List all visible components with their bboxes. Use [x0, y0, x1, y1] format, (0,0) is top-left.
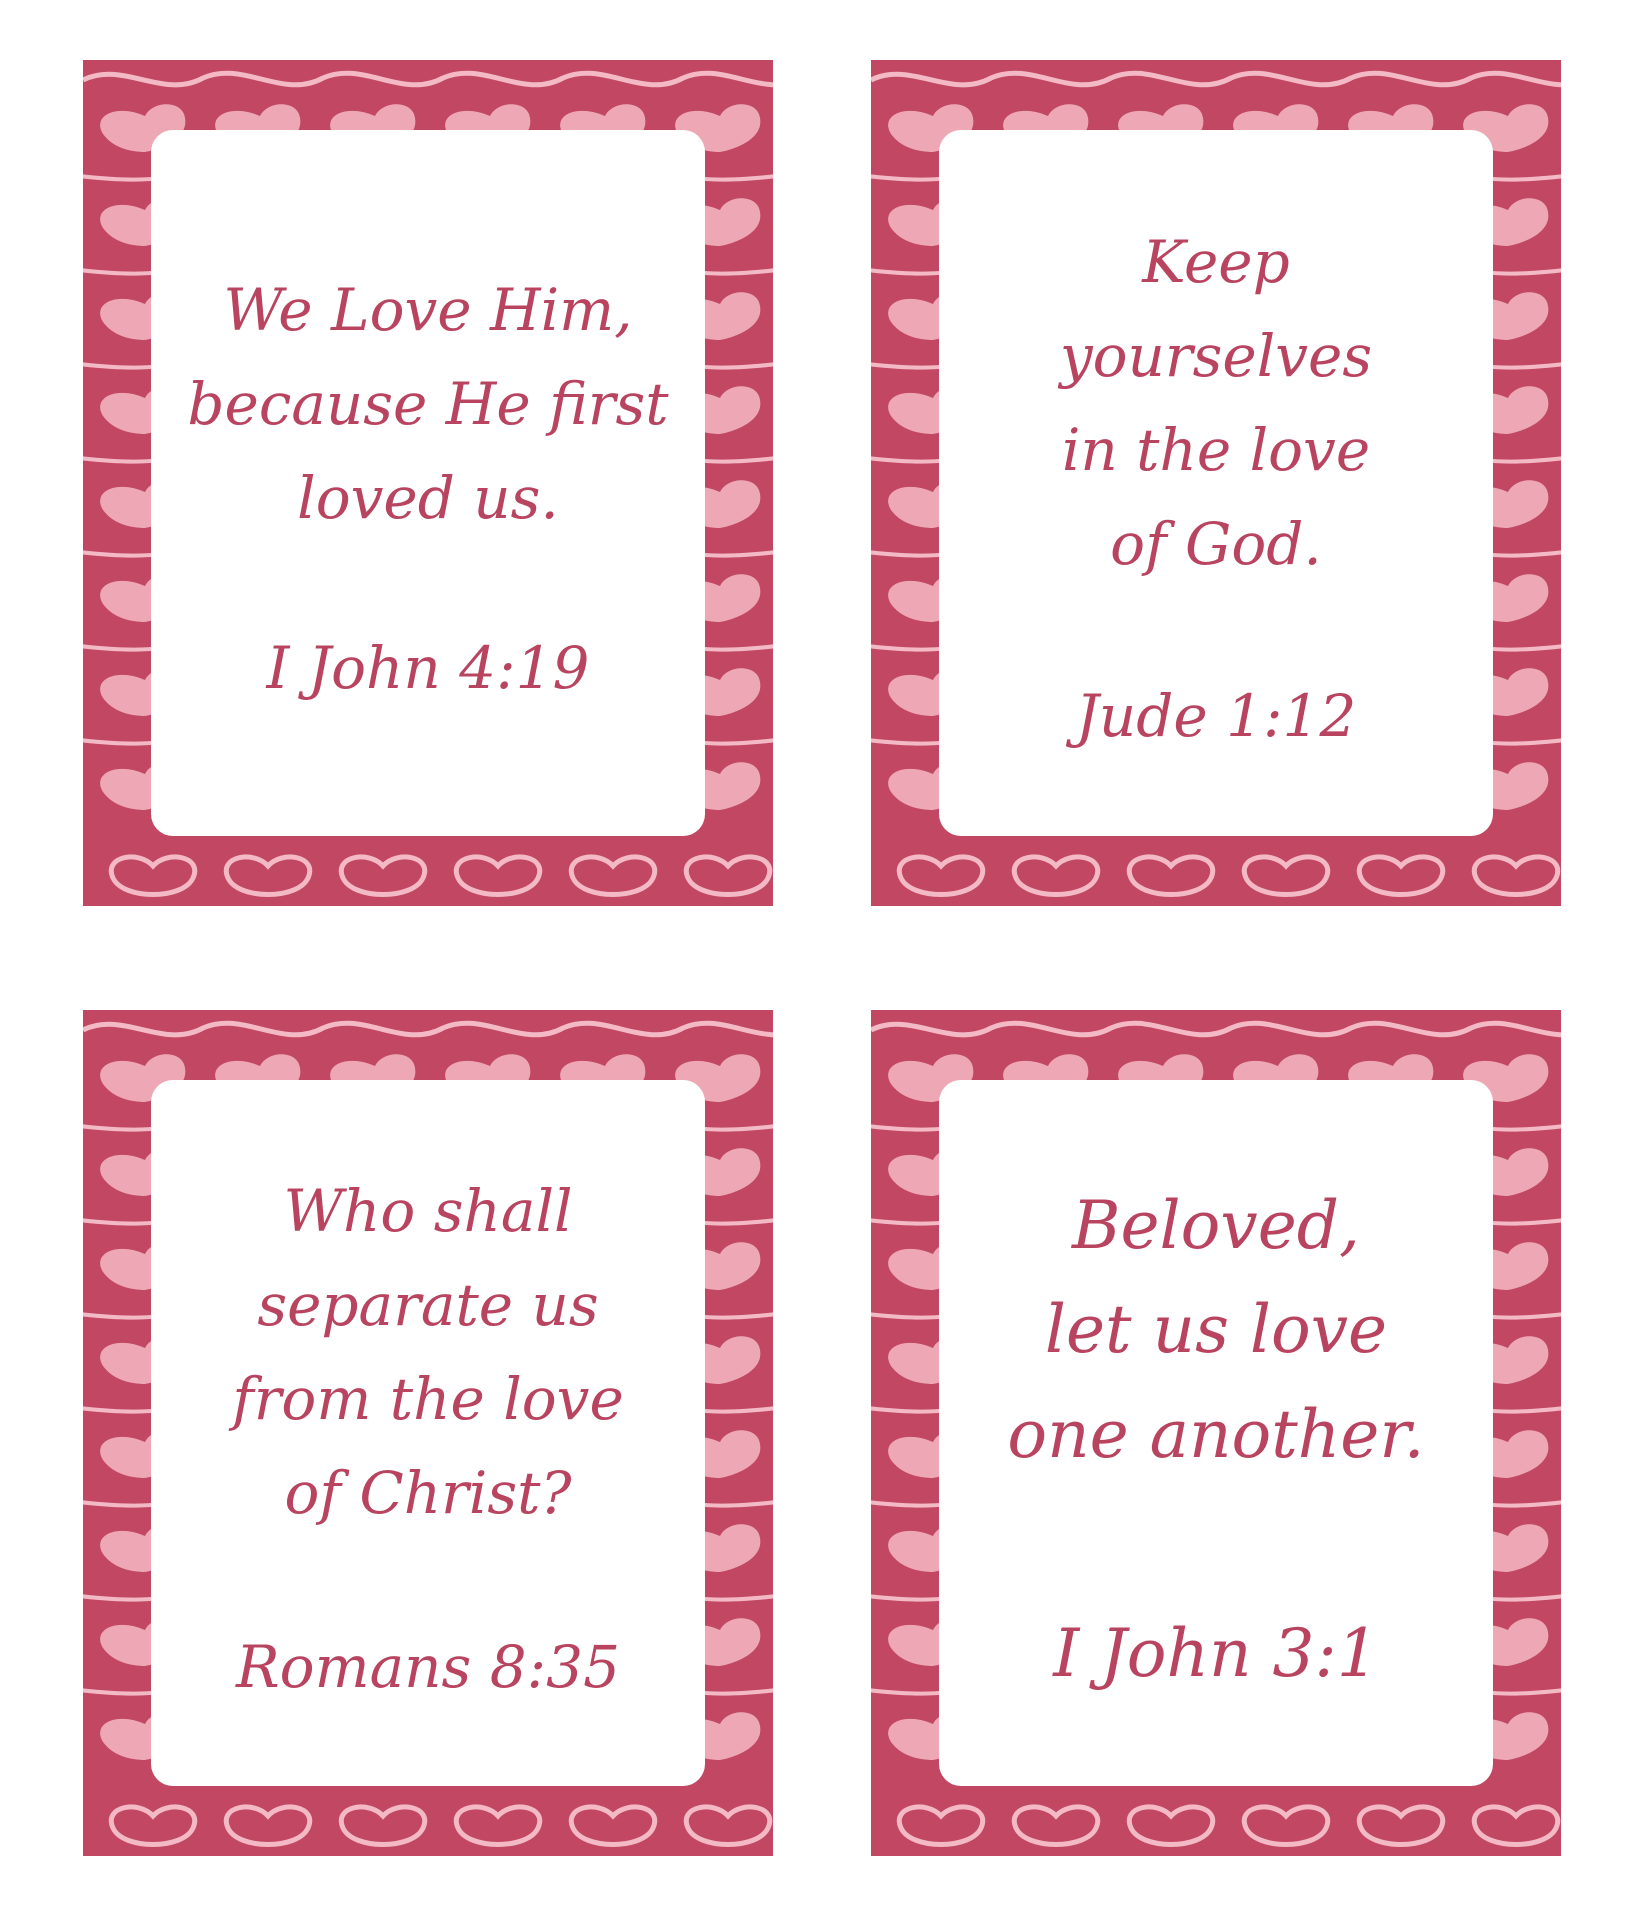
verse-text [1060, 216, 1372, 592]
verse-panel [939, 1080, 1493, 1786]
verse-card-2 [871, 60, 1561, 906]
verse-card-1 [83, 60, 773, 906]
verse-reference: Romans 8:35 [236, 1632, 620, 1701]
verse-line: of God. [1110, 509, 1322, 578]
verse-panel [151, 130, 705, 836]
verse-line: Who shall [283, 1177, 573, 1246]
verse-card-3 [83, 1010, 773, 1856]
verse-text [232, 1165, 624, 1541]
verse-line: from the love [232, 1365, 624, 1433]
verse-line: let us love [1044, 1291, 1388, 1369]
verse-line: We Love Him, [223, 276, 633, 345]
verse-card-4 [871, 1010, 1561, 1856]
verse-panel [939, 130, 1493, 836]
verse-panel [151, 1080, 705, 1786]
verse-line: of Christ? [284, 1458, 572, 1527]
verse-line: one another. [1007, 1395, 1425, 1473]
verse-line: in the love [1061, 416, 1371, 484]
verse-line: Beloved, [1072, 1187, 1360, 1265]
verse-text [1007, 1174, 1424, 1487]
verse-line: yourselves [1059, 322, 1373, 391]
verse-line: loved us. [297, 463, 559, 532]
verse-line: Keep [1142, 228, 1290, 297]
verse-reference: I John 4:19 [266, 633, 590, 702]
verse-text [187, 264, 668, 546]
verse-line: because He first [187, 370, 669, 439]
verse-line: separate us [257, 1271, 599, 1340]
verse-reference: Jude 1:12 [1075, 681, 1357, 750]
verse-reference: I John 3:1 [1053, 1614, 1379, 1692]
